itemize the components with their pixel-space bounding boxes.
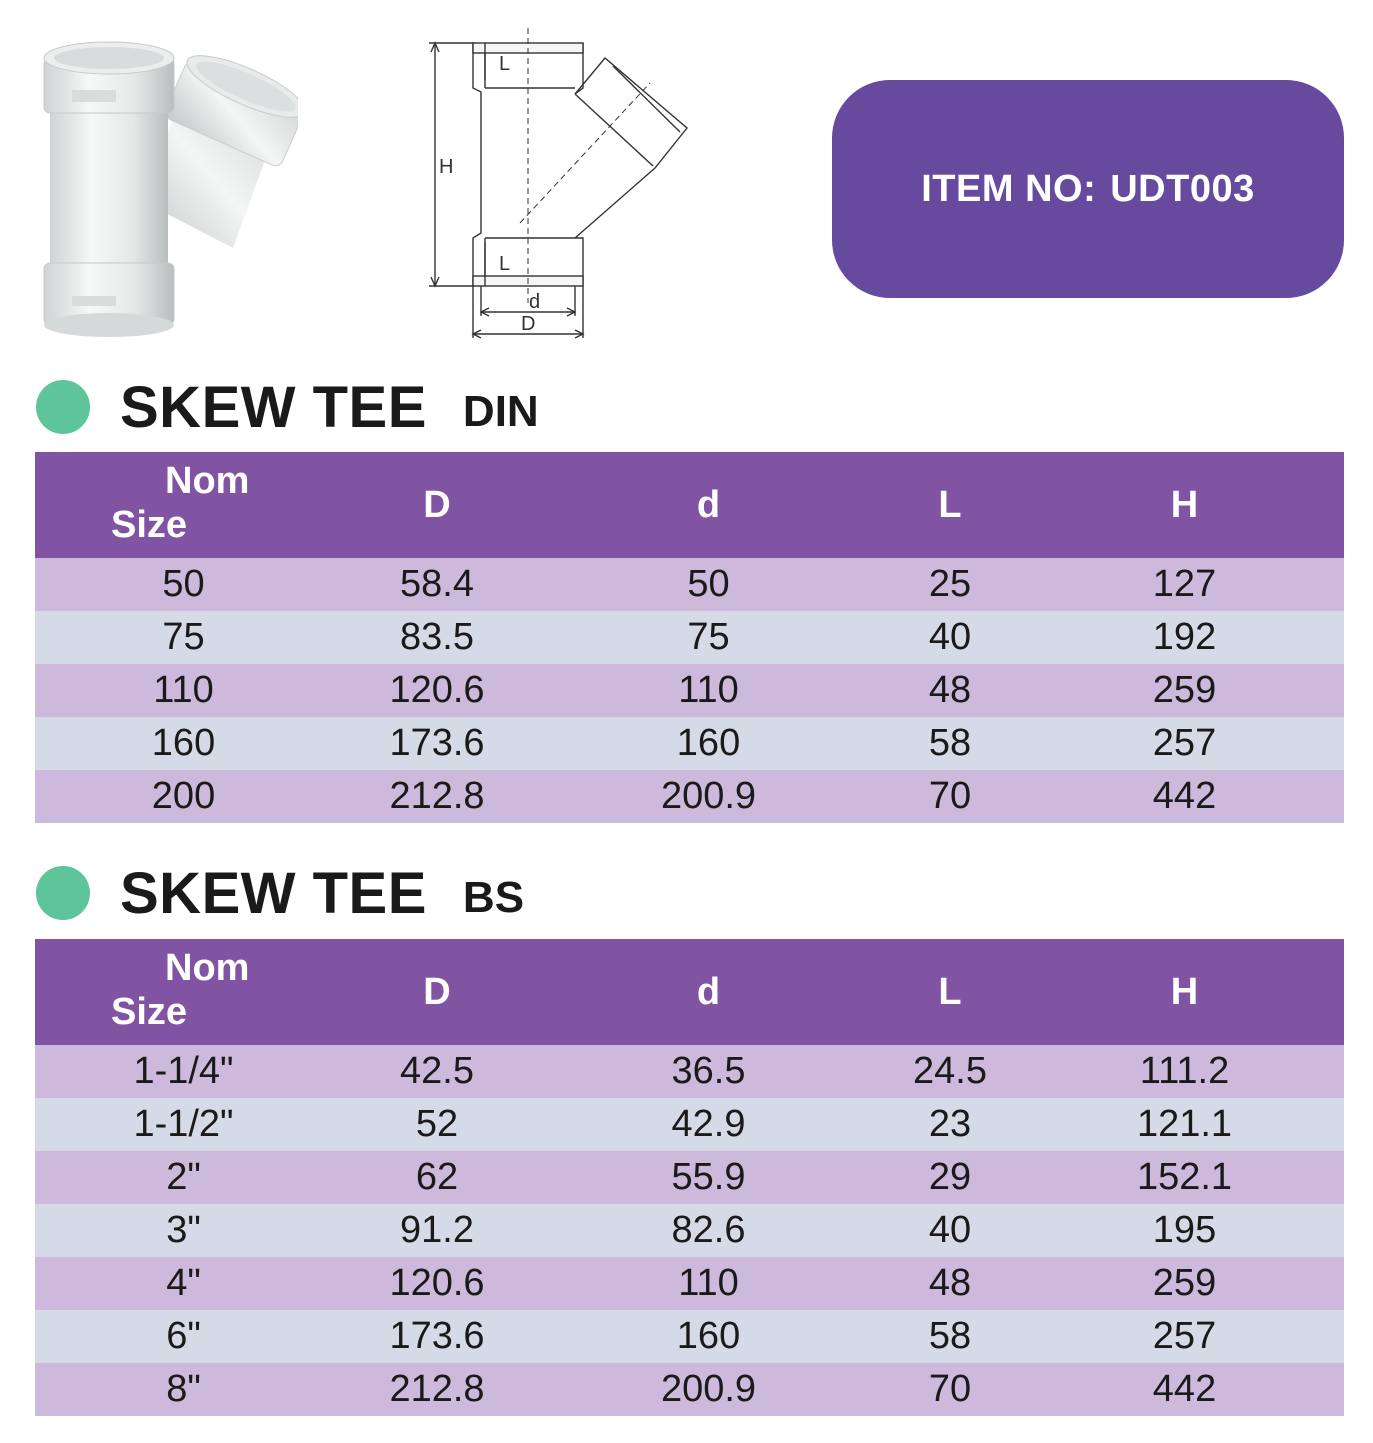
outer-diameter-cell: 91.2 <box>332 1204 542 1257</box>
diagram-label-l-bottom: L <box>499 253 511 275</box>
header-inner-diameter: d <box>542 452 875 558</box>
height-cell: 192 <box>1025 611 1344 664</box>
header-nom: Nom <box>165 460 250 502</box>
header-outer-diameter: D <box>332 452 542 558</box>
item-number-value: UDT003 <box>1110 167 1255 210</box>
diagram-label-h: H <box>439 156 454 178</box>
length-cell: 40 <box>875 1204 1025 1257</box>
table-row <box>35 1204 1344 1257</box>
item-number-box <box>832 80 1344 298</box>
header-length: L <box>875 939 1025 1045</box>
table-row <box>35 717 1344 770</box>
skew-tee-product-image <box>28 28 298 343</box>
diagram-label-d-large: D <box>521 313 536 335</box>
table-row <box>35 1363 1344 1416</box>
nom-size-cell: 110 <box>35 664 332 717</box>
bs-section-title <box>36 858 524 928</box>
header-length: L <box>875 452 1025 558</box>
nom-size-cell: 8" <box>35 1363 332 1416</box>
bullet-dot-icon <box>36 866 90 920</box>
outer-diameter-cell: 58.4 <box>332 558 542 611</box>
din-section-title <box>36 372 539 442</box>
outer-diameter-cell: 173.6 <box>332 717 542 770</box>
inner-diameter-cell: 160 <box>542 1310 875 1363</box>
din-standard-label: DIN <box>462 387 539 436</box>
length-cell: 48 <box>875 1257 1025 1310</box>
nom-size-cell: 1-1/2" <box>35 1098 332 1151</box>
bs-header-row <box>35 939 1344 1045</box>
outer-diameter-cell: 83.5 <box>332 611 542 664</box>
outer-diameter-cell: 120.6 <box>332 664 542 717</box>
height-cell: 259 <box>1025 1257 1344 1310</box>
nom-size-cell: 160 <box>35 717 332 770</box>
table-row <box>35 1310 1344 1363</box>
table-row <box>35 1045 1344 1098</box>
length-cell: 29 <box>875 1151 1025 1204</box>
inner-diameter-cell: 75 <box>542 611 875 664</box>
inner-diameter-cell: 110 <box>542 1257 875 1310</box>
bs-title: SKEW TEE <box>120 860 427 926</box>
inner-diameter-cell: 110 <box>542 664 875 717</box>
length-cell: 70 <box>875 770 1025 823</box>
outer-diameter-cell: 62 <box>332 1151 542 1204</box>
din-title: SKEW TEE <box>120 374 427 440</box>
height-cell: 442 <box>1025 1363 1344 1416</box>
table-row <box>35 664 1344 717</box>
length-cell: 24.5 <box>875 1045 1025 1098</box>
height-cell: 195 <box>1025 1204 1344 1257</box>
length-cell: 48 <box>875 664 1025 717</box>
height-cell: 442 <box>1025 770 1344 823</box>
inner-diameter-cell: 200.9 <box>542 770 875 823</box>
nom-size-cell: 50 <box>35 558 332 611</box>
bs-standard-label: BS <box>462 873 525 922</box>
table-row <box>35 770 1344 823</box>
nom-size-cell: 2" <box>35 1151 332 1204</box>
header-size: Size <box>111 504 188 546</box>
din-spec-table <box>35 452 1344 823</box>
header-nom-size <box>35 939 332 1045</box>
inner-diameter-cell: 50 <box>542 558 875 611</box>
table-row <box>35 558 1344 611</box>
header-height: H <box>1025 939 1344 1045</box>
header-outer-diameter: D <box>332 939 542 1045</box>
bs-spec-table <box>35 939 1344 1416</box>
table-row <box>35 611 1344 664</box>
outer-diameter-cell: 212.8 <box>332 1363 542 1416</box>
header-height: H <box>1025 452 1344 558</box>
nom-size-cell: 3" <box>35 1204 332 1257</box>
diagram-label-d-small: d <box>529 291 541 313</box>
nom-size-cell: 4" <box>35 1257 332 1310</box>
height-cell: 259 <box>1025 664 1344 717</box>
din-header-row <box>35 452 1344 558</box>
length-cell: 58 <box>875 717 1025 770</box>
height-cell: 257 <box>1025 717 1344 770</box>
skew-tee-dimension-diagram <box>425 28 700 343</box>
outer-diameter-cell: 52 <box>332 1098 542 1151</box>
inner-diameter-cell: 36.5 <box>542 1045 875 1098</box>
outer-diameter-cell: 120.6 <box>332 1257 542 1310</box>
table-row <box>35 1257 1344 1310</box>
item-number-label: ITEM NO: <box>921 167 1097 210</box>
bullet-dot-icon <box>36 380 90 434</box>
height-cell: 127 <box>1025 558 1344 611</box>
nom-size-cell: 1-1/4" <box>35 1045 332 1098</box>
inner-diameter-cell: 55.9 <box>542 1151 875 1204</box>
height-cell: 121.1 <box>1025 1098 1344 1151</box>
table-row <box>35 1098 1344 1151</box>
outer-diameter-cell: 173.6 <box>332 1310 542 1363</box>
diagram-label-l-top: L <box>499 53 511 75</box>
header-nom: Nom <box>165 947 250 989</box>
inner-diameter-cell: 82.6 <box>542 1204 875 1257</box>
header-inner-diameter: d <box>542 939 875 1045</box>
length-cell: 23 <box>875 1098 1025 1151</box>
height-cell: 111.2 <box>1025 1045 1344 1098</box>
inner-diameter-cell: 160 <box>542 717 875 770</box>
length-cell: 25 <box>875 558 1025 611</box>
header-size: Size <box>111 991 188 1033</box>
nom-size-cell: 6" <box>35 1310 332 1363</box>
nom-size-cell: 75 <box>35 611 332 664</box>
nom-size-cell: 200 <box>35 770 332 823</box>
length-cell: 70 <box>875 1363 1025 1416</box>
length-cell: 40 <box>875 611 1025 664</box>
outer-diameter-cell: 212.8 <box>332 770 542 823</box>
height-cell: 257 <box>1025 1310 1344 1363</box>
inner-diameter-cell: 200.9 <box>542 1363 875 1416</box>
inner-diameter-cell: 42.9 <box>542 1098 875 1151</box>
outer-diameter-cell: 42.5 <box>332 1045 542 1098</box>
length-cell: 58 <box>875 1310 1025 1363</box>
height-cell: 152.1 <box>1025 1151 1344 1204</box>
header-nom-size <box>35 452 332 558</box>
table-row <box>35 1151 1344 1204</box>
